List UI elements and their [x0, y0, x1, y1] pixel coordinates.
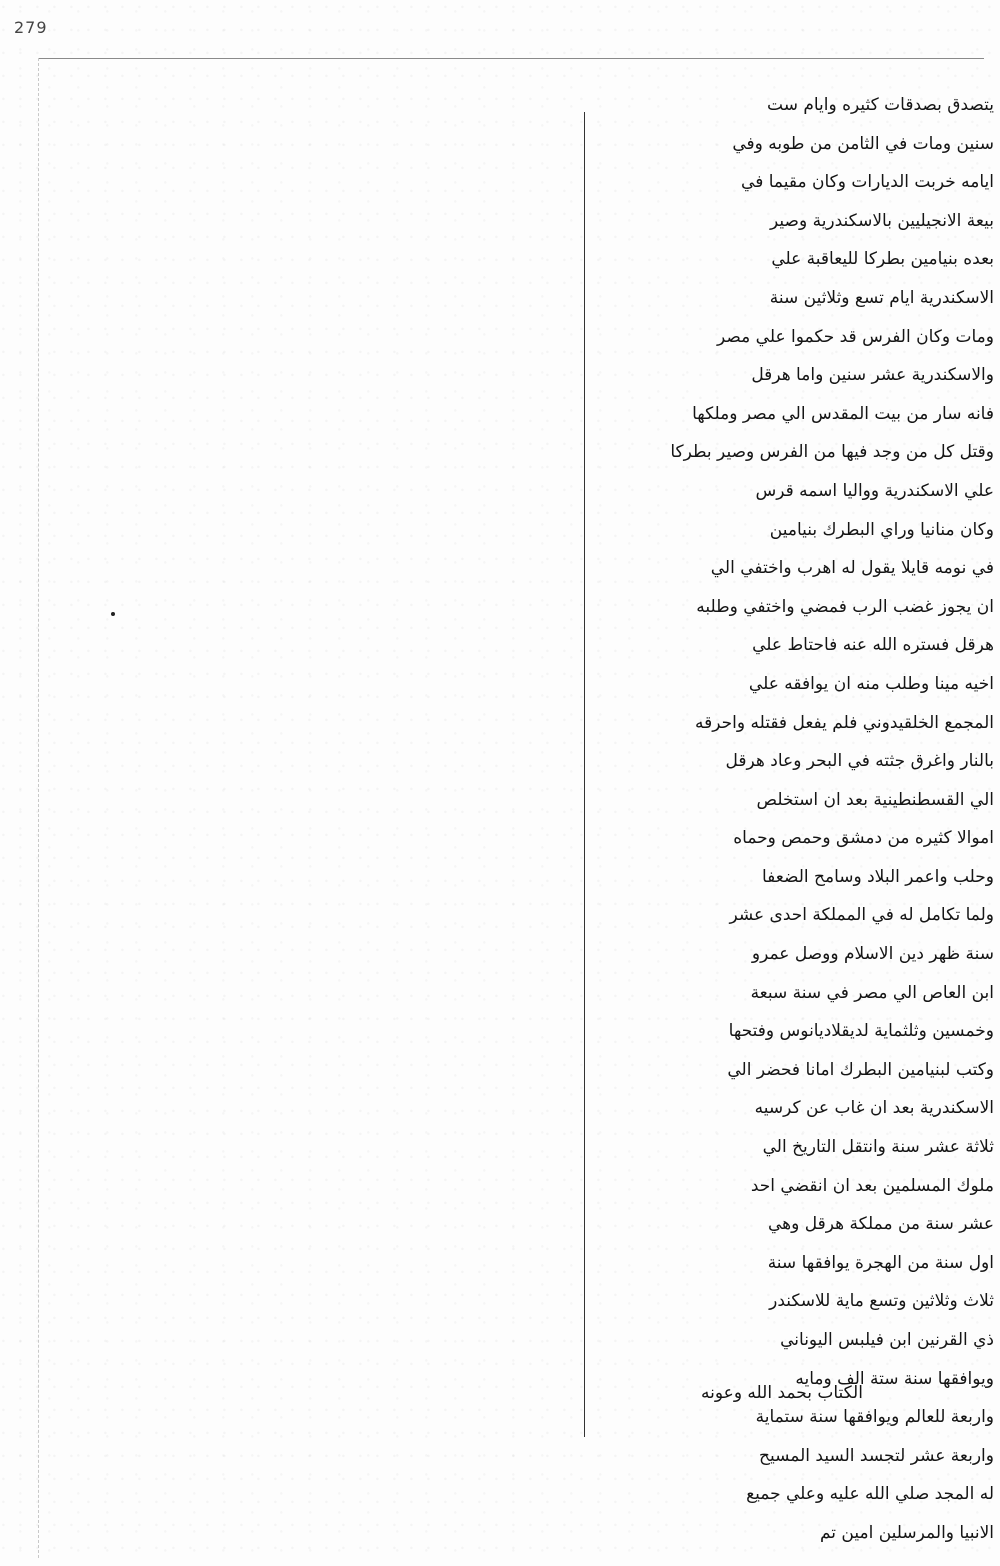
- text-line: الي القسطنطينية بعد ان استخلص: [756, 789, 994, 810]
- text-line: وكان منانيا وراي البطرك بنيامين: [769, 519, 994, 540]
- text-line: ثلاثة عشر سنة وانتقل التاريخ الي: [762, 1137, 994, 1158]
- text-line: ملوك المسلمين بعد ان انقضي احد: [750, 1175, 994, 1196]
- text-line: اموالا كثيره من دمشق وحمص وحماه: [733, 828, 994, 849]
- text-line: عشر سنة من مملكة هرقل وهي: [768, 1214, 994, 1235]
- text-line: هرقل فستره الله عنه فاحتاط علي: [752, 635, 994, 656]
- text-line: ثلاث وثلاثين وتسع ماية للاسكندر: [769, 1291, 994, 1312]
- ink-spot: [111, 612, 115, 616]
- colophon-line: الكتاب بحمد الله وعونه: [701, 1383, 863, 1403]
- manuscript-text-block: [572, 86, 1000, 1553]
- text-line: الانبيا والمرسلين امين تم: [819, 1522, 994, 1543]
- text-line: بيعة الانجيليين بالاسكندرية وصير: [770, 210, 994, 231]
- text-line: اخيه مينا وطلب منه ان يوافقه علي: [748, 673, 994, 694]
- text-line: واربعة للعالم ويوافقها سنة ستماية: [755, 1407, 994, 1428]
- text-line: سنة ظهر دين الاسلام ووصل عمرو: [751, 944, 994, 965]
- text-line: بعده بنيامين بطركا لليعاقبة علي: [771, 249, 994, 270]
- text-line: وقتل كل من وجد فيها من الفرس وصير بطركا: [670, 442, 994, 463]
- text-line: ايامه خربت الديارات وكان مقيما في: [741, 172, 994, 193]
- text-line: فانه سار من بيت المقدس الي مصر وملكها: [692, 403, 994, 424]
- text-line: ومات وكان الفرس قد حكموا علي مصر: [717, 326, 994, 347]
- text-line: سنين ومات في الثامن من طوبه وفي: [732, 133, 994, 154]
- text-line: وحلب واعمر البلاد وسامح الضعفا: [761, 866, 994, 887]
- text-line: ابن العاص الي مصر في سنة سبعة: [750, 982, 994, 1003]
- text-line: في نومه قايلا يقول له اهرب واختفي الي: [710, 558, 994, 579]
- top-rule: [38, 58, 984, 59]
- text-line: الاسكندرية ايام تسع وثلاثين سنة: [769, 287, 994, 308]
- text-line: والاسكندرية عشر سنين واما هرقل: [751, 365, 994, 386]
- page-number: 279: [14, 18, 48, 37]
- text-line: اول سنة من الهجرة يوافقها سنة: [767, 1252, 994, 1273]
- text-line: وكتب لبنيامين البطرك امانا فحضر الي: [727, 1059, 994, 1080]
- text-line: ان يجوز غضب الرب فمضي واختفي وطلبه: [696, 596, 994, 617]
- text-line: علي الاسكندرية وواليا اسمه قرس: [755, 480, 994, 501]
- text-line: بالنار واغرق جثته في البحر وعاد هرقل: [725, 751, 994, 772]
- text-line: ويوافقها سنة ستة الف ومايه: [795, 1368, 994, 1389]
- text-line: وخمسين وثلثماية لديقلاديانوس وفتحها: [728, 1021, 994, 1042]
- text-line: واربعة عشر لتجسد السيد المسيح: [759, 1445, 994, 1466]
- text-line: ذي القرنين ابن فيلبس اليوناني: [780, 1330, 994, 1350]
- text-line: المجمع الخلقيدوني فلم يفعل فقتله واحرقه: [694, 712, 994, 733]
- text-line: الاسكندرية بعد ان غاب عن كرسيه: [754, 1098, 994, 1119]
- text-line: ولما تكامل له في المملكة احدى عشر: [729, 905, 994, 926]
- text-line: له المجد صلي الله عليه وعلي جميع: [746, 1484, 994, 1505]
- text-line: يتصدق بصدقات كثيره وايام ست: [767, 95, 994, 115]
- left-edge-rule: [38, 58, 39, 1558]
